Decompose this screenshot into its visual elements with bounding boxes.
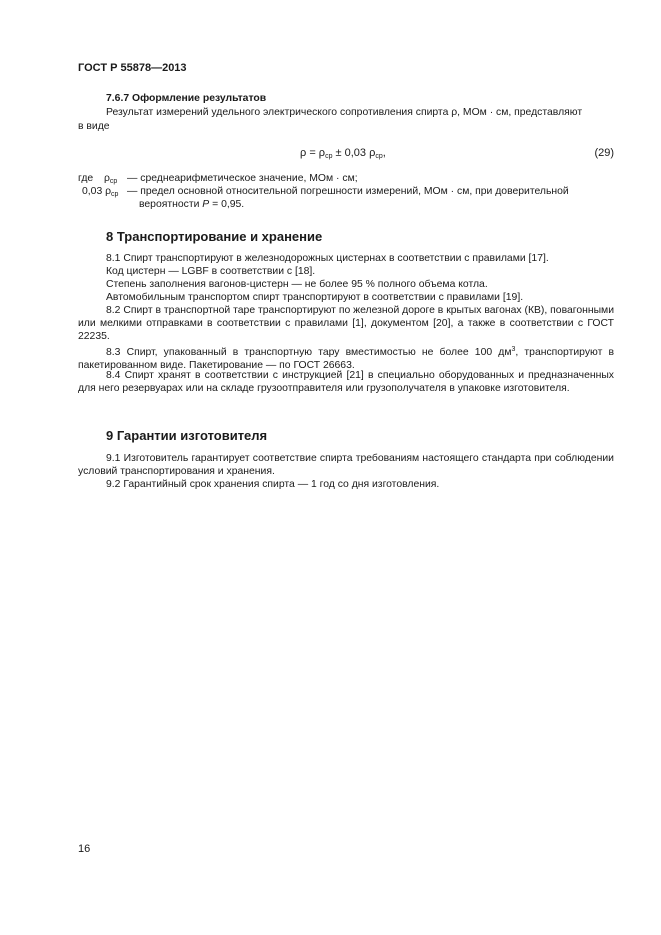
- para-8-2: 8.2 Спирт в транспортной таре транспортируют по железной дороге в крытых вагонах (КВ), повагонными или мелкими отправками в соответствии с правилами [1], документом [20], а также в соответствии с ГОСТ 22235.: [78, 305, 614, 342]
- def2-l2b: = 0,95.: [209, 199, 245, 210]
- def2-text-line2: [139, 198, 244, 211]
- formula-sub: ср: [325, 153, 333, 160]
- where-word: где: [78, 173, 94, 184]
- para-road-transport: Автомобильным транспортом спирт транспортируют в соответствии с правилами [19].: [106, 292, 524, 303]
- para-tank-code: Код цистерн — LGBF в соответствии с [18].: [106, 266, 316, 277]
- para-8-3-b: , транспортируют в пакетированном виде. Пакетирование — по ГОСТ 26663.: [78, 347, 614, 371]
- def2-sub: ср: [111, 191, 119, 198]
- formula-rho: ρ = ρ: [300, 147, 326, 159]
- result-intro-line: Результат измерений удельного электрического сопротивления спирта ρ, МОм · см, представляют: [106, 107, 583, 118]
- def1-sym: ρ: [104, 173, 110, 184]
- formula-29: [300, 147, 386, 160]
- def2-symbol: [82, 185, 118, 201]
- formula-mid: ± 0,03 ρ: [332, 147, 376, 159]
- page-number: 16: [78, 843, 91, 855]
- def2-p: P: [202, 199, 210, 210]
- subsection-title-7-6-7: 7.6.7 Оформление результатов: [106, 93, 267, 104]
- para-8-1: 8.1 Спирт транспортируют в железнодорожных цистернах в соответствии с правилами [17].: [106, 253, 549, 264]
- def1-text: — среднеарифметическое значение, МОм · см;: [127, 173, 358, 184]
- para-fill-level: Степень заполнения вагонов-цистерн — не более 95 % полного объема котла.: [106, 279, 488, 290]
- formula-sub: ср: [375, 153, 383, 160]
- formula-tail: ,: [382, 147, 386, 159]
- def2-text: — предел основной относительной погрешности измерений, МОм · см, при доверительной: [127, 186, 569, 197]
- equation-number: (29): [594, 147, 614, 159]
- para-8-3: [78, 343, 614, 372]
- def2-l2a: вероятности: [139, 199, 203, 210]
- para-8-4: 8.4 Спирт хранят в соответствии с инструкцией [21] в специально оборудованных и предназначенных для него резервуарах или на складе грузоотправителя или грузополучателя в упаковке изготовителя.: [78, 370, 614, 394]
- result-intro-line2: в виде: [78, 121, 110, 132]
- para-8-3-a: 8.3 Спирт, упакованный в транспортную тару вместимостью не более 100 дм: [106, 347, 512, 358]
- para-9-1: 9.1 Изготовитель гарантирует соответствие спирта требованиям настоящего стандарта при соблюдении условий транспортирования и хранения.: [78, 453, 614, 477]
- para-8-3-sup: 3: [511, 346, 516, 353]
- para-9-2: 9.2 Гарантийный срок хранения спирта — 1 год со дня изготовления.: [106, 479, 440, 490]
- def1-sub: ср: [109, 178, 118, 185]
- section-9-title: 9 Гарантии изготовителя: [106, 428, 268, 443]
- document-id-header: ГОСТ Р 55878—2013: [78, 62, 187, 74]
- section-8-title: 8 Транспортирование и хранение: [106, 229, 323, 244]
- def2-pre: 0,03 ρ: [82, 186, 112, 197]
